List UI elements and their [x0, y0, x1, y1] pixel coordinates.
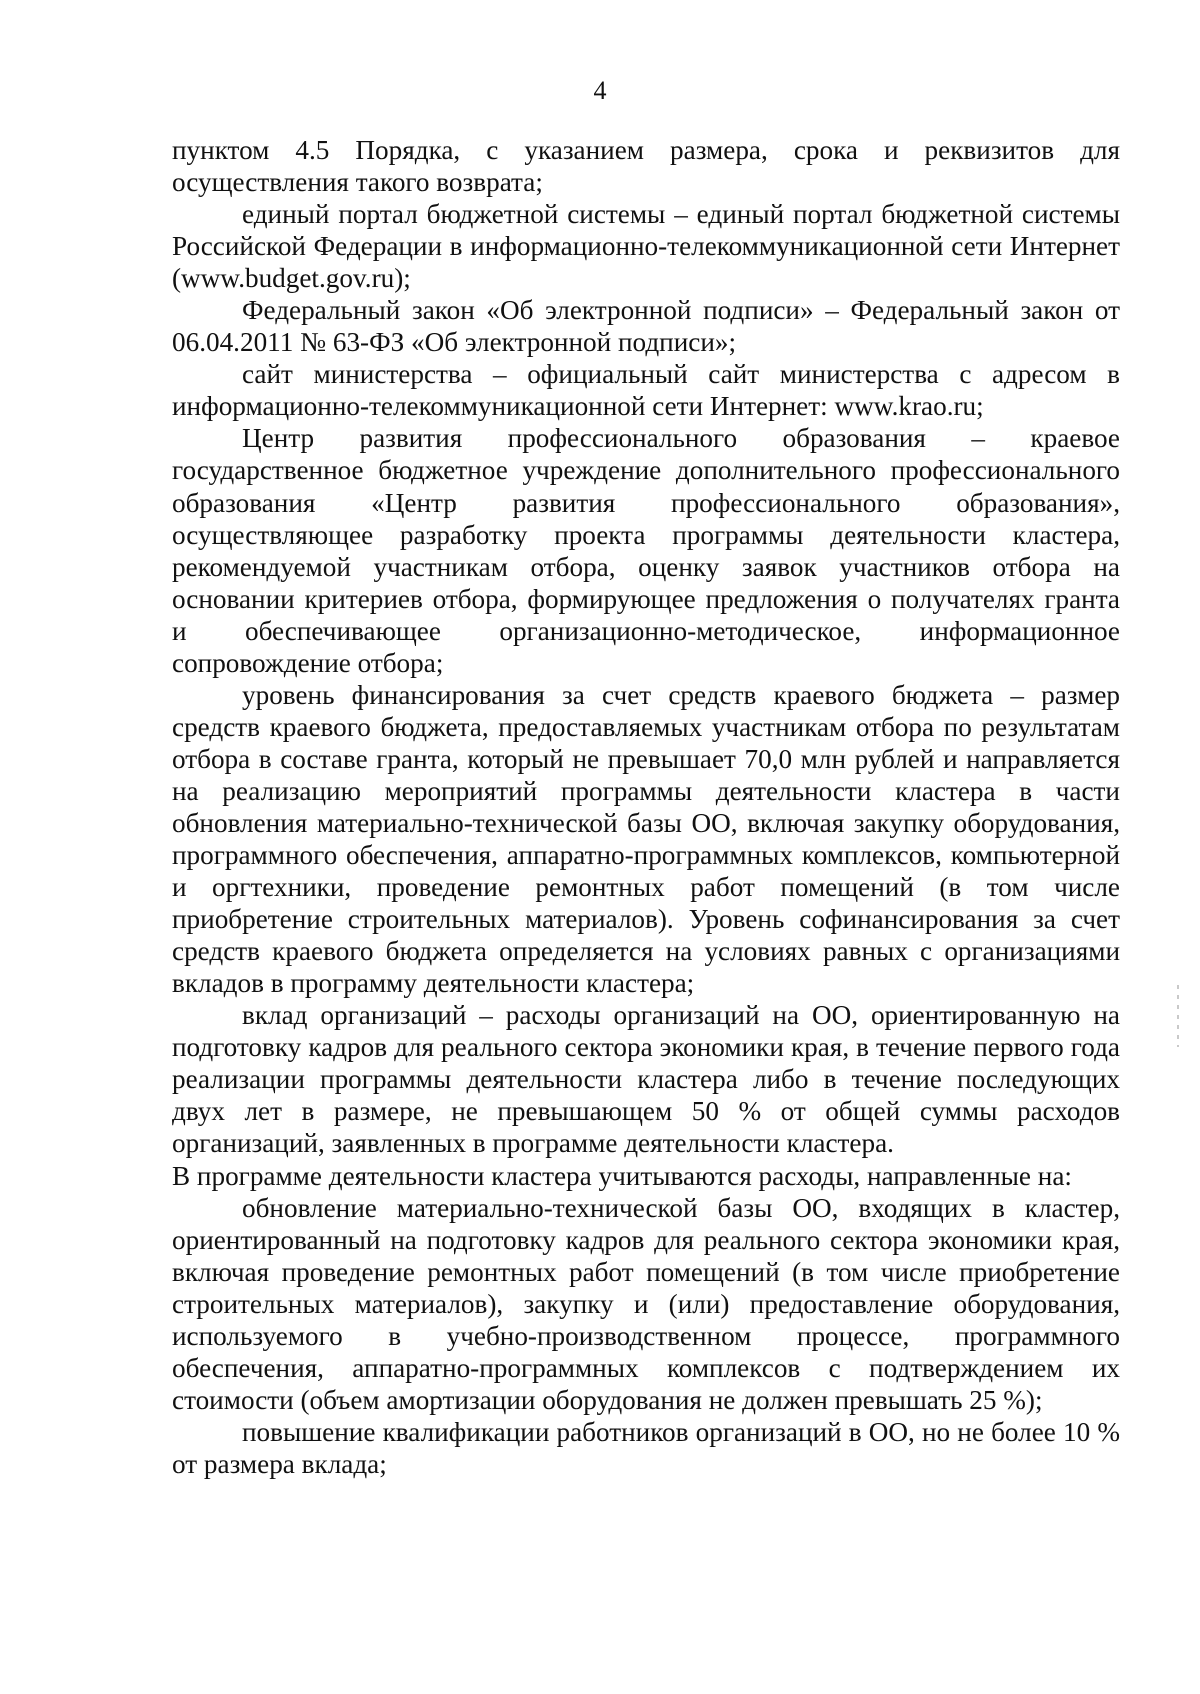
paragraph-education-center-definition: Центр развития профессионального образования – краевое государственное бюджетное учреждение дополнительного профессионального образования «Центр развития профессионального образования», осуществляющее разработку проекта программы деятельности кластера, рекомендуемой участникам отбора, оценку заявок участников отбора на основании критериев отбора, формирующее предложения о получателях гранта и обеспечивающее организационно-методическое, информационное сопровождение отбора;	[172, 423, 1120, 678]
scan-margin-mark	[1177, 985, 1179, 1047]
paragraph-return-details: пунктом 4.5 Порядка, с указанием размера, срока и реквизитов для осуществления такого возврата;	[172, 135, 1120, 198]
paragraph-staff-training: повышение квалификации работников организаций в ОО, но не более 10 % от размера вклада;	[172, 1416, 1120, 1479]
paragraph-material-base-update: обновление материально-технической базы ОО, входящих в кластер, ориентированный на подготовку кадров для реального сектора экономики края, включая проведение ремонтных работ помещений (в том числе приобретение строительных материалов), закупку и (или) предоставление оборудования, используемого в учебно-производственном процессе, программного обеспечения, аппаратно-программных комплексов с подтверждением их стоимости (объем амортизации оборудования не должен превышать 25 %);	[172, 1192, 1120, 1415]
paragraph-organization-contribution-definition: вклад организаций – расходы организаций на ОО, ориентированную на подготовку кадров для реального сектора экономики края, в течение первого года реализации программы деятельности кластера либо в течение последующих двух лет в размере, не превышающем 50 % от общей суммы расходов организаций, заявленных в программе деятельности кластера.	[172, 1000, 1120, 1159]
paragraph-program-expenses-intro: В программе деятельности кластера учитываются расходы, направленные на:	[172, 1160, 1072, 1191]
paragraph-budget-portal-definition: единый портал бюджетной системы – единый портал бюджетной системы Российской Федерации в информационно-телекоммуникационной сети Интернет (www.budget.gov.ru);	[172, 199, 1120, 294]
paragraph-funding-level-definition: уровень финансирования за счет средств краевого бюджета – размер средств краевого бюджета, предоставляемых участникам отбора по результатам отбора в составе гранта, который не превышает 70,0 млн рублей и направляется на реализацию мероприятий программы деятельности кластера в части обновления материально-технической базы ОО, включая закупку оборудования, программного обеспечения, аппаратно-программных комплексов, компьютерной и оргтехники, проведение ремонтных работ помещений (в том числе приобретение строительных материалов). Уровень софинансирования за счет средств краевого бюджета определяется на условиях равных с организациями вкладов в программу деятельности кластера;	[172, 679, 1120, 999]
paragraph-e-signature-law-definition: Федеральный закон «Об электронной подписи» – Федеральный закон от 06.04.2011 № 63-ФЗ «Об электронной подписи»;	[172, 295, 1120, 358]
paragraph-ministry-site-definition: сайт министерства – официальный сайт министерства с адресом в информационно-телекоммуникационной сети Интернет: www.krao.ru;	[172, 359, 1120, 422]
page-number: 4	[593, 76, 607, 105]
document-body	[172, 134, 1120, 1480]
